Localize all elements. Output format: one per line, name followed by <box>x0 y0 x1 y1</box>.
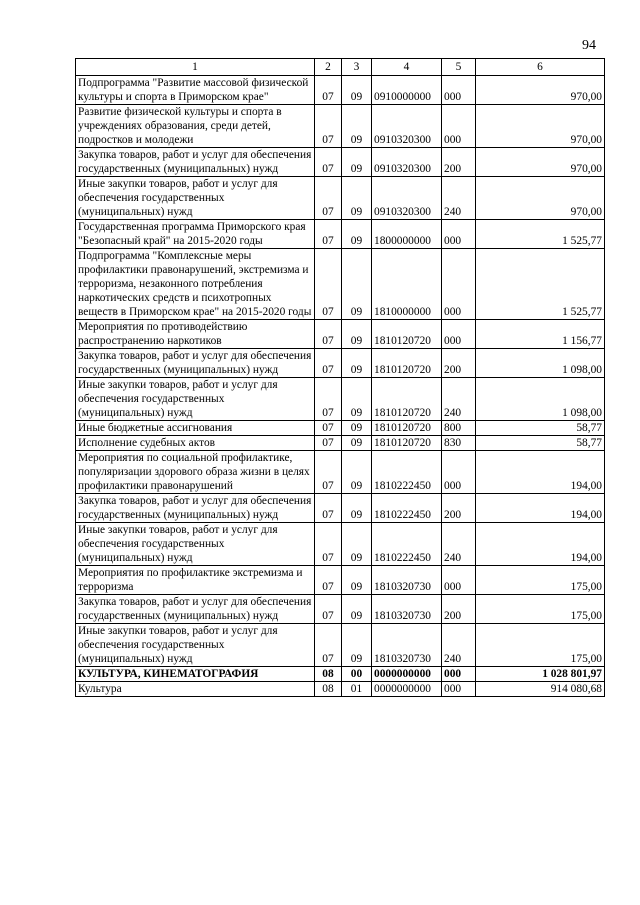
table-row <box>76 249 605 320</box>
table-row <box>76 177 605 220</box>
row-section-cell: 07 <box>315 148 342 177</box>
row-section-cell: 07 <box>315 177 342 220</box>
table-row <box>76 378 605 421</box>
row-code-cell: 1810120720 <box>372 320 442 349</box>
row-sum-cell: 1 525,77 <box>476 249 605 320</box>
row-code-cell: 1810120720 <box>372 436 442 451</box>
row-type-cell: 830 <box>442 436 476 451</box>
row-subsection-cell: 00 <box>342 667 372 682</box>
row-type-cell: 240 <box>442 177 476 220</box>
row-code-cell: 1800000000 <box>372 220 442 249</box>
row-sum-cell: 175,00 <box>476 566 605 595</box>
row-section-cell: 07 <box>315 595 342 624</box>
table-row <box>76 76 605 105</box>
row-code-cell: 0910320300 <box>372 105 442 148</box>
row-subsection-cell: 09 <box>342 595 372 624</box>
table-row <box>76 320 605 349</box>
row-name-cell: Развитие физической культуры и спорта в учреждениях образования, среди детей, подростков и молодежи <box>76 105 315 148</box>
row-subsection-cell: 09 <box>342 105 372 148</box>
table-row <box>76 148 605 177</box>
row-section-cell: 07 <box>315 76 342 105</box>
budget-table <box>75 58 605 697</box>
row-section-cell: 07 <box>315 624 342 667</box>
table-row <box>76 667 605 682</box>
row-sum-cell: 175,00 <box>476 624 605 667</box>
row-type-cell: 200 <box>442 494 476 523</box>
row-name-cell: Мероприятия по социальной профилактике, популяризации здорового образа жизни в целях профилактики правонарушений <box>76 451 315 494</box>
row-sum-cell: 58,77 <box>476 421 605 436</box>
header-cell: 4 <box>372 59 442 76</box>
row-sum-cell: 1 028 801,97 <box>476 667 605 682</box>
table-row <box>76 494 605 523</box>
row-sum-cell: 194,00 <box>476 523 605 566</box>
row-name-cell: Закупка товаров, работ и услуг для обеспечения государственных (муниципальных) нужд <box>76 595 315 624</box>
row-name-cell: Иные бюджетные ассигнования <box>76 421 315 436</box>
row-name-cell: Подпрограмма "Комплексные меры профилактики правонарушений, экстремизма и терроризма, незаконного потребления наркотических средств и психотропных веществ в Приморском крае" на 2015-2020 годы <box>76 249 315 320</box>
row-subsection-cell: 09 <box>342 320 372 349</box>
row-type-cell: 200 <box>442 148 476 177</box>
row-sum-cell: 1 098,00 <box>476 349 605 378</box>
row-sum-cell: 1 098,00 <box>476 378 605 421</box>
row-section-cell: 07 <box>315 320 342 349</box>
row-name-cell: Мероприятия по противодействию распространению наркотиков <box>76 320 315 349</box>
row-type-cell: 000 <box>442 220 476 249</box>
table-row <box>76 436 605 451</box>
row-section-cell: 07 <box>315 566 342 595</box>
row-code-cell: 1810120720 <box>372 349 442 378</box>
row-section-cell: 08 <box>315 667 342 682</box>
row-subsection-cell: 09 <box>342 148 372 177</box>
header-cell: 2 <box>315 59 342 76</box>
row-code-cell: 1810120720 <box>372 421 442 436</box>
row-code-cell: 1810320730 <box>372 624 442 667</box>
row-code-cell: 1810120720 <box>372 378 442 421</box>
row-name-cell: КУЛЬТУРА, КИНЕМАТОГРАФИЯ <box>76 667 315 682</box>
row-name-cell: Исполнение судебных актов <box>76 436 315 451</box>
row-type-cell: 200 <box>442 349 476 378</box>
row-section-cell: 07 <box>315 451 342 494</box>
row-section-cell: 07 <box>315 220 342 249</box>
table-row <box>76 220 605 249</box>
row-code-cell: 0910000000 <box>372 76 442 105</box>
row-code-cell: 1810320730 <box>372 595 442 624</box>
row-sum-cell: 58,77 <box>476 436 605 451</box>
row-name-cell: Иные закупки товаров, работ и услуг для обеспечения государственных (муниципальных) нужд <box>76 177 315 220</box>
row-sum-cell: 914 080,68 <box>476 682 605 697</box>
table-row <box>76 595 605 624</box>
row-subsection-cell: 09 <box>342 177 372 220</box>
table-row <box>76 105 605 148</box>
row-code-cell: 0910320300 <box>372 148 442 177</box>
row-type-cell: 200 <box>442 595 476 624</box>
row-section-cell: 07 <box>315 249 342 320</box>
row-type-cell: 240 <box>442 378 476 421</box>
row-type-cell: 240 <box>442 624 476 667</box>
row-name-cell: Иные закупки товаров, работ и услуг для обеспечения государственных (муниципальных) нужд <box>76 378 315 421</box>
row-subsection-cell: 09 <box>342 349 372 378</box>
row-sum-cell: 970,00 <box>476 105 605 148</box>
row-subsection-cell: 09 <box>342 566 372 595</box>
table-row <box>76 624 605 667</box>
row-code-cell: 1810320730 <box>372 566 442 595</box>
row-subsection-cell: 09 <box>342 220 372 249</box>
row-name-cell: Закупка товаров, работ и услуг для обеспечения государственных (муниципальных) нужд <box>76 494 315 523</box>
row-code-cell: 1810222450 <box>372 494 442 523</box>
table-row <box>76 349 605 378</box>
row-code-cell: 1810222450 <box>372 451 442 494</box>
table-header-row <box>76 59 605 76</box>
row-sum-cell: 194,00 <box>476 451 605 494</box>
row-section-cell: 08 <box>315 682 342 697</box>
row-type-cell: 240 <box>442 523 476 566</box>
row-name-cell: Государственная программа Приморского края "Безопасный край" на 2015-2020 годы <box>76 220 315 249</box>
row-subsection-cell: 09 <box>342 494 372 523</box>
row-subsection-cell: 09 <box>342 249 372 320</box>
row-type-cell: 000 <box>442 320 476 349</box>
row-section-cell: 07 <box>315 378 342 421</box>
table-row <box>76 421 605 436</box>
table-row <box>76 451 605 494</box>
row-type-cell: 000 <box>442 76 476 105</box>
row-name-cell: Иные закупки товаров, работ и услуг для обеспечения государственных (муниципальных) нужд <box>76 624 315 667</box>
row-section-cell: 07 <box>315 421 342 436</box>
row-sum-cell: 970,00 <box>476 148 605 177</box>
row-subsection-cell: 09 <box>342 76 372 105</box>
row-type-cell: 000 <box>442 566 476 595</box>
row-section-cell: 07 <box>315 494 342 523</box>
row-type-cell: 000 <box>442 105 476 148</box>
row-subsection-cell: 01 <box>342 682 372 697</box>
header-cell: 6 <box>476 59 605 76</box>
row-name-cell: Подпрограмма "Развитие массовой физической культуры и спорта в Приморском крае" <box>76 76 315 105</box>
header-cell: 3 <box>342 59 372 76</box>
row-name-cell: Мероприятия по профилактике экстремизма и терроризма <box>76 566 315 595</box>
row-sum-cell: 1 525,77 <box>476 220 605 249</box>
page-number: 94 <box>582 38 596 53</box>
row-subsection-cell: 09 <box>342 523 372 566</box>
row-code-cell: 1810222450 <box>372 523 442 566</box>
row-section-cell: 07 <box>315 436 342 451</box>
row-code-cell: 0910320300 <box>372 177 442 220</box>
row-subsection-cell: 09 <box>342 624 372 667</box>
row-subsection-cell: 09 <box>342 451 372 494</box>
row-code-cell: 1810000000 <box>372 249 442 320</box>
header-cell: 1 <box>76 59 315 76</box>
table-row <box>76 566 605 595</box>
row-subsection-cell: 09 <box>342 378 372 421</box>
table-row <box>76 523 605 566</box>
table-row <box>76 682 605 697</box>
row-section-cell: 07 <box>315 105 342 148</box>
row-type-cell: 800 <box>442 421 476 436</box>
row-sum-cell: 970,00 <box>476 177 605 220</box>
row-sum-cell: 175,00 <box>476 595 605 624</box>
row-name-cell: Иные закупки товаров, работ и услуг для обеспечения государственных (муниципальных) нужд <box>76 523 315 566</box>
header-cell: 5 <box>442 59 476 76</box>
row-type-cell: 000 <box>442 451 476 494</box>
row-name-cell: Закупка товаров, работ и услуг для обеспечения государственных (муниципальных) нужд <box>76 148 315 177</box>
row-section-cell: 07 <box>315 349 342 378</box>
row-name-cell: Культура <box>76 682 315 697</box>
row-subsection-cell: 09 <box>342 421 372 436</box>
row-subsection-cell: 09 <box>342 436 372 451</box>
row-code-cell: 0000000000 <box>372 667 442 682</box>
row-name-cell: Закупка товаров, работ и услуг для обеспечения государственных (муниципальных) нужд <box>76 349 315 378</box>
row-sum-cell: 194,00 <box>476 494 605 523</box>
row-code-cell: 0000000000 <box>372 682 442 697</box>
row-type-cell: 000 <box>442 249 476 320</box>
row-type-cell: 000 <box>442 682 476 697</box>
row-section-cell: 07 <box>315 523 342 566</box>
row-sum-cell: 1 156,77 <box>476 320 605 349</box>
row-sum-cell: 970,00 <box>476 76 605 105</box>
row-type-cell: 000 <box>442 667 476 682</box>
